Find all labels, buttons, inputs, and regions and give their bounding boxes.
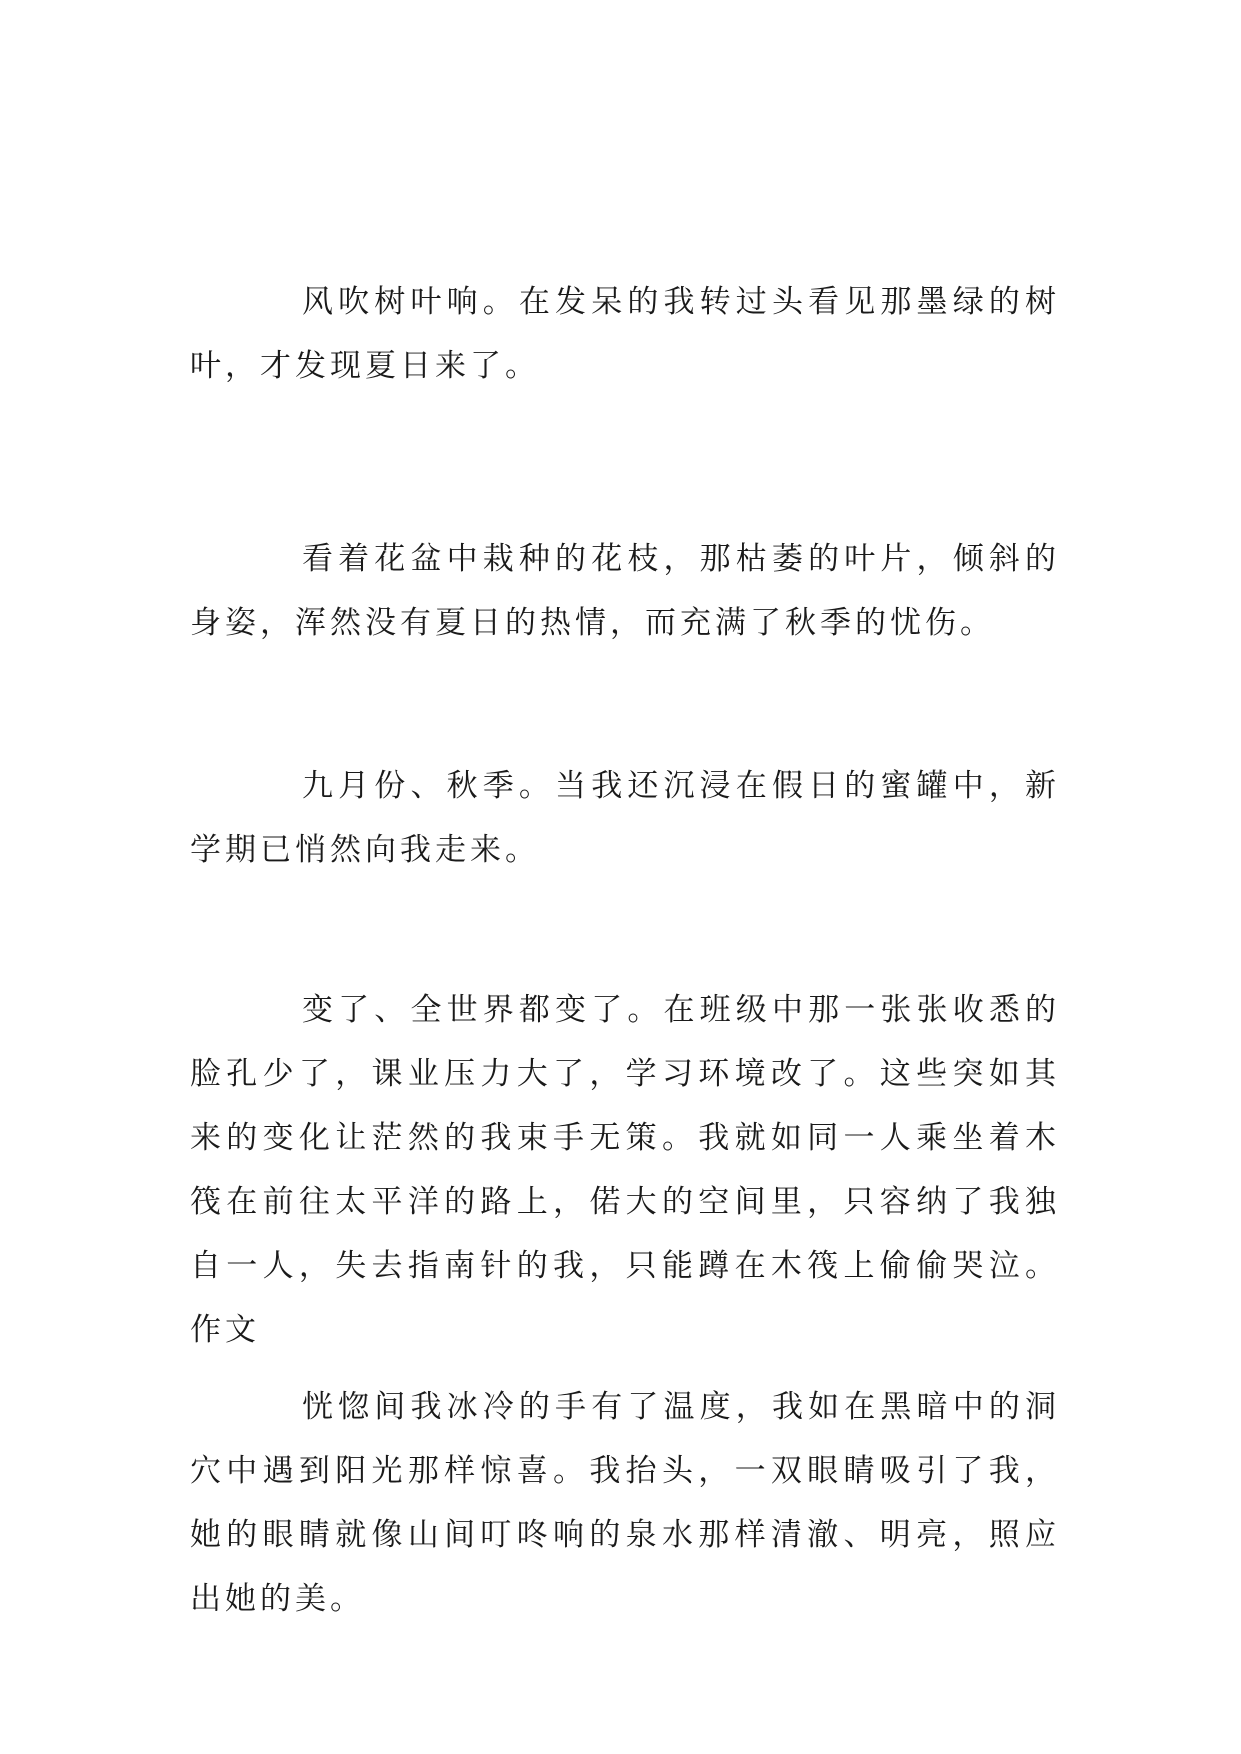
- paragraph-3: 九月份、秋季。当我还沉浸在假日的蜜罐中，新学期已悄然向我走来。: [190, 768, 1060, 868]
- paragraph-5: 恍惚间我冰冷的手有了温度，我如在黑暗中的洞穴中遇到阳光那样惊喜。我抬头，一双眼睛吸引了我，她的眼睛就像山间叮咚响的泉水那样清澈、明亮，照应出她的美。: [190, 1389, 1060, 1617]
- paragraph-2: 看着花盆中栽种的花枝，那枯萎的叶片，倾斜的身姿，浑然没有夏日的热情，而充满了秋季的忧伤。: [190, 541, 1060, 641]
- paragraph-1: 风吹树叶响。在发呆的我转过头看见那墨绿的树叶，才发现夏日来了。: [190, 284, 1060, 384]
- paragraph-4: 变了、全世界都变了。在班级中那一张张收悉的脸孔少了，课业压力大了，学习环境改了。这些突如其来的变化让茫然的我束手无策。我就如同一人乘坐着木筏在前往太平洋的路上，偌大的空间里，只容纳了我独自一人，失去指南针的我，只能蹲在木筏上偷偷哭泣。作文: [190, 992, 1060, 1348]
